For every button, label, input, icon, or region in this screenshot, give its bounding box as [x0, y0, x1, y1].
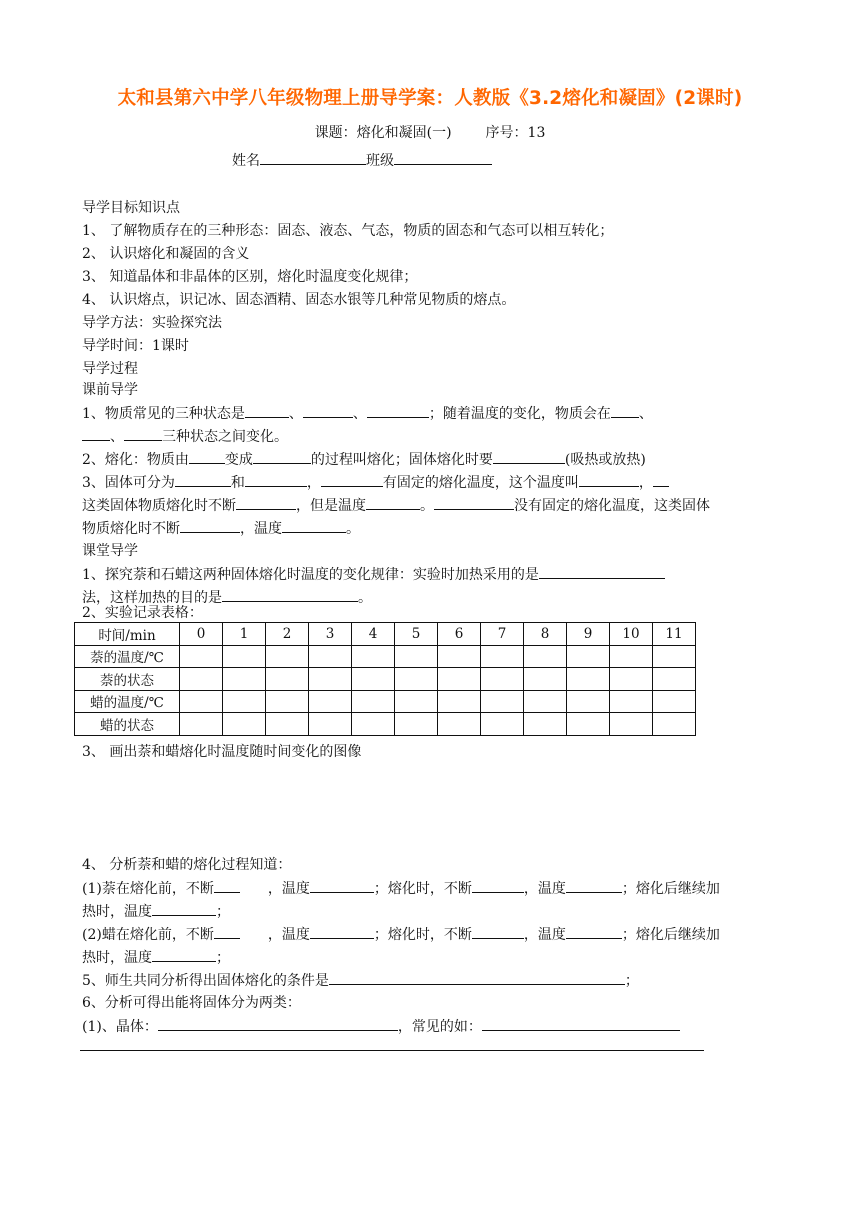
q-text: 、 [352, 406, 367, 422]
answer-blank[interactable] [175, 472, 231, 487]
table-cell[interactable] [610, 713, 653, 736]
table-cell[interactable] [524, 713, 567, 736]
table-cell[interactable] [266, 690, 309, 713]
table-cell[interactable] [395, 668, 438, 691]
q-text: 1、探究萘和石蜡这两种固体熔化时温度的变化规律：实验时加热采用的是 [82, 567, 539, 583]
objective-item: 2、 认识熔化和凝固的含义 [82, 246, 250, 262]
q-text: ；熔化时，不断 [373, 927, 472, 943]
table-cell[interactable] [438, 713, 481, 736]
answer-blank[interactable] [82, 426, 110, 441]
table-cell[interactable] [352, 645, 395, 668]
table-header-cell: 3 [309, 623, 352, 646]
answer-blank[interactable] [152, 947, 216, 962]
pre-class-q2 [82, 449, 646, 470]
table-header-cell: 9 [567, 623, 610, 646]
table-cell[interactable] [567, 645, 610, 668]
table-cell[interactable] [309, 645, 352, 668]
answer-blank[interactable] [152, 901, 216, 916]
in-class-q5 [82, 970, 639, 991]
q-text: 、 [638, 406, 653, 422]
duration-line: 导学时间：1课时 [82, 338, 189, 354]
pre-class-q3-line1 [82, 472, 669, 493]
row-label: 蜡的温度/℃ [75, 690, 180, 713]
answer-blank[interactable] [189, 449, 225, 464]
table-cell[interactable] [352, 690, 395, 713]
q-text: ；熔化后继续加 [621, 881, 720, 897]
document-title: 太和县第六中学八年级物理上册导学案：人教版《3.2熔化和凝固》(2课时) [117, 88, 743, 109]
table-header-cell: 8 [524, 623, 567, 646]
table-header-cell: 1 [223, 623, 266, 646]
answer-blank[interactable] [329, 970, 625, 985]
in-class-q6: 6、分析可得出能将固体分为两类： [82, 995, 301, 1011]
answer-blank[interactable] [222, 587, 358, 602]
table-cell[interactable] [567, 713, 610, 736]
q-text: 三种状态之间变化。 [162, 429, 288, 445]
q-text: ， [306, 475, 321, 491]
answer-blank[interactable] [245, 403, 289, 418]
table-cell[interactable] [223, 645, 266, 668]
answer-blank[interactable] [493, 449, 565, 464]
q-text: 1、物质常见的三种状态是 [82, 406, 245, 422]
in-class-q3: 3、 画出萘和蜡熔化时温度随时间变化的图像 [82, 744, 362, 760]
table-header-cell: 0 [180, 623, 223, 646]
q-text: ，但是温度 [296, 498, 366, 514]
q-text: 法，这样加热的目的是 [82, 590, 222, 606]
table-cell[interactable] [524, 690, 567, 713]
row-label: 蜡的状态 [75, 713, 180, 736]
table-cell[interactable] [266, 668, 309, 691]
answer-blank[interactable] [566, 878, 622, 893]
in-class-q4b-line2 [82, 947, 230, 968]
table-cell[interactable] [266, 713, 309, 736]
table-cell[interactable] [180, 690, 223, 713]
table-header-cell: 11 [653, 623, 696, 646]
objective-item: 3、 知道晶体和非晶体的区别，熔化时温度变化规律； [82, 269, 418, 285]
q-text: 这类固体物质熔化时不断 [82, 498, 236, 514]
table-row [75, 645, 696, 668]
name-blank[interactable] [260, 150, 366, 165]
q-text: (吸热或放热) [564, 452, 646, 468]
table-cell[interactable] [309, 713, 352, 736]
q-text: (1)、晶体： [82, 1019, 158, 1035]
q-text: ，温度 [523, 927, 566, 943]
table-header-cell: 4 [352, 623, 395, 646]
answer-blank[interactable] [310, 878, 374, 893]
student-info [232, 150, 492, 171]
name-label: 姓名 [232, 153, 260, 169]
answer-blank[interactable] [245, 472, 307, 487]
pre-class-q3-line2 [82, 495, 710, 516]
answer-blank[interactable] [472, 924, 524, 939]
table-cell[interactable] [481, 645, 524, 668]
lesson-info [0, 122, 860, 142]
table-cell[interactable] [395, 713, 438, 736]
table-cell[interactable] [309, 668, 352, 691]
q-text: ，温度 [267, 881, 310, 897]
q-text: 变成 [224, 452, 253, 468]
table-cell[interactable] [352, 713, 395, 736]
table-header-cell: 10 [610, 623, 653, 646]
q-text: 物质熔化时不断 [82, 521, 180, 537]
objective-item: 1、 了解物质存在的三种形态：固态、液态、气态，物质的固态和气态可以相互转化； [82, 223, 614, 239]
table-cell[interactable] [395, 690, 438, 713]
class-blank[interactable] [394, 150, 492, 165]
q-text: ，常见的如： [397, 1019, 482, 1035]
table-cell[interactable] [653, 668, 696, 691]
q-text: 2、熔化：物质由 [82, 452, 189, 468]
table-cell[interactable] [567, 690, 610, 713]
answer-blank[interactable] [367, 403, 429, 418]
in-class-q2: 2、实验记录表格： [82, 605, 203, 621]
table-cell[interactable] [180, 713, 223, 736]
table-cell[interactable] [481, 690, 524, 713]
objective-item: 4、 认识熔点，识记冰、固态酒精、固态水银等几种常见物质的熔点。 [82, 292, 516, 308]
answer-blank[interactable] [653, 472, 669, 487]
pre-class-q1-line2 [82, 426, 288, 447]
answer-blank[interactable] [482, 1016, 680, 1031]
lesson-topic: 课题：熔化和凝固(一) [314, 125, 452, 141]
table-cell[interactable] [352, 668, 395, 691]
answer-blank[interactable] [124, 426, 162, 441]
table-header-cell: 时间/min [75, 623, 180, 646]
table-cell[interactable] [481, 668, 524, 691]
q-text: ； [624, 973, 639, 989]
table-cell[interactable] [653, 690, 696, 713]
table-cell[interactable] [180, 645, 223, 668]
table-cell[interactable] [653, 645, 696, 668]
q-text: 有固定的熔化温度，这个温度叫 [382, 475, 579, 491]
answer-rule-line[interactable] [80, 1050, 704, 1051]
table-cell[interactable] [438, 668, 481, 691]
table-header-cell: 7 [481, 623, 524, 646]
answer-blank[interactable] [253, 449, 311, 464]
in-class-heading: 课堂导学 [82, 543, 138, 559]
lesson-serial: 序号：13 [485, 125, 546, 141]
answer-blank[interactable] [282, 518, 346, 533]
q-text: (2)蜡在熔化前，不断 [82, 927, 214, 943]
process-heading: 导学过程 [82, 361, 138, 377]
q-text: ； [216, 904, 230, 920]
answer-blank[interactable] [214, 878, 240, 893]
in-class-q6a [82, 1016, 680, 1037]
table-cell[interactable] [223, 668, 266, 691]
answer-blank[interactable] [434, 495, 514, 510]
table-header-cell: 5 [395, 623, 438, 646]
table-cell[interactable] [266, 645, 309, 668]
in-class-q4a-line1 [82, 878, 720, 899]
table-header-cell: 2 [266, 623, 309, 646]
table-cell[interactable] [223, 690, 266, 713]
q-text: ， [638, 475, 653, 491]
table-cell[interactable] [653, 713, 696, 736]
q-text: ； [216, 950, 230, 966]
table-row [75, 668, 696, 691]
q-text: 、 [288, 406, 303, 422]
q-text: 的过程叫熔化；固体熔化时要 [310, 452, 493, 468]
q-text: ，温度 [523, 881, 566, 897]
in-class-q1-line1 [82, 564, 665, 585]
answer-blank[interactable] [611, 403, 639, 418]
table-cell[interactable] [223, 713, 266, 736]
answer-blank[interactable] [321, 472, 383, 487]
q-text: ；熔化时，不断 [373, 881, 472, 897]
table-cell[interactable] [524, 668, 567, 691]
table-cell[interactable] [567, 668, 610, 691]
q-text: 3、固体可分为 [82, 475, 175, 491]
q-text: (1)萘在熔化前，不断 [82, 881, 214, 897]
table-cell[interactable] [524, 645, 567, 668]
answer-blank[interactable] [579, 472, 639, 487]
pre-class-heading: 课前导学 [82, 382, 138, 398]
answer-blank[interactable] [566, 924, 622, 939]
answer-blank[interactable] [366, 495, 420, 510]
q-text: 热时，温度 [82, 904, 152, 920]
table-cell[interactable] [309, 690, 352, 713]
in-class-q4: 4、 分析萘和蜡的熔化过程知道： [82, 857, 292, 873]
table-cell[interactable] [610, 668, 653, 691]
table-row [75, 713, 696, 736]
answer-blank[interactable] [472, 878, 524, 893]
answer-blank[interactable] [310, 924, 374, 939]
in-class-q4b-line1 [82, 924, 720, 945]
q-text: 热时，温度 [82, 950, 152, 966]
q-text: 、 [110, 429, 124, 445]
row-label: 萘的状态 [75, 668, 180, 691]
answer-blank[interactable] [180, 518, 240, 533]
pre-class-q1-line1 [82, 403, 653, 424]
answer-blank[interactable] [214, 924, 240, 939]
pre-class-q3-line3 [82, 518, 360, 539]
table-cell[interactable] [180, 668, 223, 691]
in-class-q4a-line2 [82, 901, 230, 922]
q-text: 。 [420, 498, 434, 514]
table-cell[interactable] [610, 690, 653, 713]
table-cell[interactable] [438, 690, 481, 713]
q-text: 。 [358, 590, 372, 606]
table-cell[interactable] [395, 645, 438, 668]
q-text: ，温度 [267, 927, 310, 943]
table-row [75, 690, 696, 713]
answer-blank[interactable] [539, 564, 665, 579]
class-label: 班级 [366, 153, 394, 169]
table-header-row [75, 623, 696, 646]
table-cell[interactable] [438, 645, 481, 668]
answer-blank[interactable] [303, 403, 353, 418]
q-text: ；熔化后继续加 [621, 927, 720, 943]
answer-blank[interactable] [158, 1016, 398, 1031]
q-text: 和 [230, 475, 245, 491]
q-text: 5、师生共同分析得出固体熔化的条件是 [82, 973, 329, 989]
q-text: ，温度 [240, 521, 282, 537]
table-header-cell: 6 [438, 623, 481, 646]
objectives-heading: 导学目标知识点 [82, 200, 180, 216]
table-cell[interactable] [481, 713, 524, 736]
row-label: 萘的温度/℃ [75, 645, 180, 668]
method-line: 导学方法：实验探究法 [82, 315, 222, 331]
answer-blank[interactable] [236, 495, 296, 510]
q-text: 。 [346, 521, 360, 537]
q-text: ；随着温度的变化，物质会在 [428, 406, 611, 422]
table-cell[interactable] [610, 645, 653, 668]
q-text: 没有固定的熔化温度，这类固体 [514, 498, 710, 514]
experiment-record-table [74, 622, 696, 736]
